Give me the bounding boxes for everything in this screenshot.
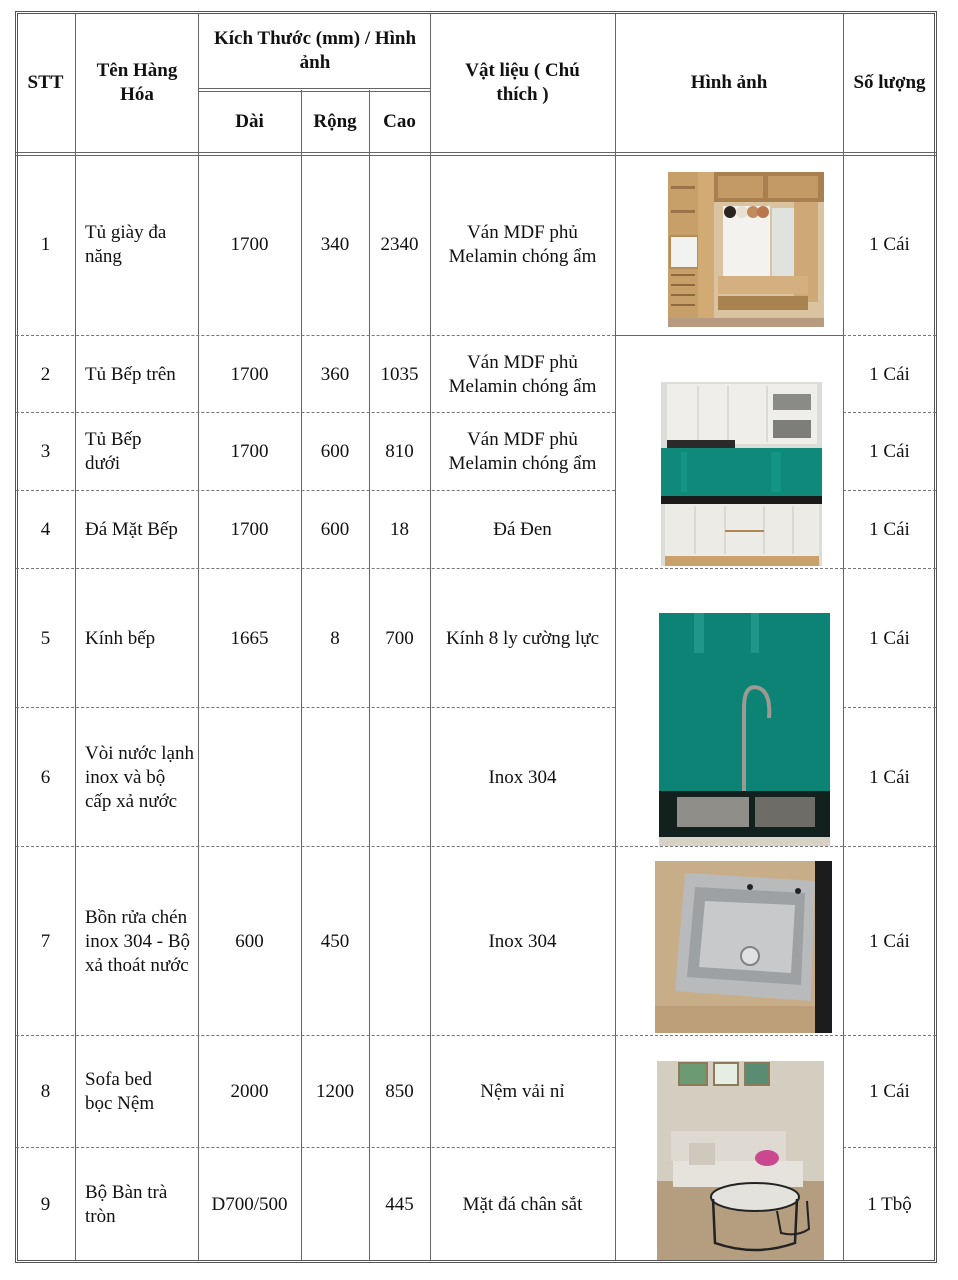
row-8-width: 1200 <box>316 1081 354 1102</box>
row-7-width: 450 <box>320 930 350 952</box>
row-8-quantity: 1 Cái <box>869 1081 910 1102</box>
image-divider <box>615 1035 843 1036</box>
row-divider <box>843 490 936 491</box>
row-6-quantity: 1 Cái <box>869 766 910 788</box>
row-9-quantity: 1 Tbộ <box>867 1194 912 1215</box>
row-2-material: Ván MDF phủ Melamin chóng ẩm <box>448 351 597 397</box>
row-1-length: 1700 <box>230 234 269 255</box>
row-9-width <box>301 1149 369 1261</box>
image-divider <box>615 335 843 336</box>
row-1-material: Ván MDF phủ Melamin chóng ẩm <box>448 222 597 267</box>
header-width: Rộng <box>313 111 357 132</box>
row-7-quantity: 1 Cái <box>869 930 910 952</box>
row-divider <box>16 490 615 491</box>
row-5-material: Kính 8 ly cường lực <box>445 627 600 649</box>
row-6-length <box>198 709 301 846</box>
row-3-length: 1700 <box>230 441 269 462</box>
row-1-quantity: 1 Cái <box>869 234 910 255</box>
row-divider <box>843 568 936 569</box>
row-3-quantity: 1 Cái <box>869 441 910 462</box>
row-4-length: 1700 <box>230 519 269 540</box>
sofa-bed-table-photo <box>657 1061 824 1260</box>
header-stt: STT <box>27 72 64 93</box>
row-8-name: Sofa bed bọc Nệm <box>85 1069 155 1114</box>
row-divider <box>843 707 936 708</box>
row-divider <box>843 846 936 847</box>
header-image: Hình ảnh <box>690 72 768 93</box>
row-5-height: 700 <box>385 627 414 649</box>
row-7-material: Inox 304 <box>488 930 557 952</box>
row-3-material: Ván MDF phủ Melamin chóng ẩm <box>448 429 597 474</box>
row-3-width: 600 <box>320 441 350 462</box>
col-divider <box>430 13 431 1261</box>
glass-backsplash-faucet-photo <box>659 613 830 846</box>
row-divider <box>843 1035 936 1036</box>
row-7-height <box>369 848 430 1035</box>
row-4-quantity: 1 Cái <box>869 519 910 540</box>
row-divider <box>843 335 936 336</box>
row-divider <box>843 412 936 413</box>
row-9-name: Bộ Bàn trà tròn <box>85 1182 168 1227</box>
row-divider <box>16 707 615 708</box>
row-7-stt: 7 <box>40 930 51 952</box>
row-4-name: Đá Mặt Bếp <box>85 519 178 540</box>
row-8-stt: 8 <box>40 1081 51 1102</box>
row-8-length: 2000 <box>230 1081 269 1102</box>
row-3-height: 810 <box>385 441 414 462</box>
row-divider <box>16 846 615 847</box>
header-name: Tên Hàng Hóa <box>96 60 178 105</box>
row-1-width: 340 <box>320 234 350 255</box>
row-divider <box>16 412 615 413</box>
row-4-width: 600 <box>320 519 350 540</box>
row-6-name: Vòi nước lạnh inox và bộ cấp xả nước <box>85 742 194 812</box>
shoe-cabinet-photo <box>668 172 824 327</box>
header-dimensions: Kích Thước (mm) / Hình ảnh <box>213 28 417 73</box>
row-2-width: 360 <box>320 363 350 385</box>
row-6-height <box>369 709 430 846</box>
row-6-material: Inox 304 <box>488 766 557 788</box>
row-9-length: D700/500 <box>211 1194 288 1215</box>
row-divider <box>16 335 615 336</box>
row-8-material: Nệm vải nỉ <box>480 1081 565 1102</box>
row-divider <box>843 1147 936 1148</box>
row-2-height: 1035 <box>380 363 419 385</box>
row-6-stt: 6 <box>40 766 51 788</box>
col-divider <box>615 13 616 1261</box>
row-3-name: Tủ Bếp dưới <box>85 429 142 474</box>
row-2-quantity: 1 Cái <box>869 363 910 385</box>
kitchen-cabinet-photo <box>661 382 822 566</box>
row-1-stt: 1 <box>40 234 51 255</box>
row-5-name: Kính bếp <box>85 627 156 649</box>
row-6-width <box>301 709 369 846</box>
row-5-length: 1665 <box>230 627 269 649</box>
row-5-stt: 5 <box>40 627 51 649</box>
row-5-width: 8 <box>330 627 340 649</box>
row-4-height: 18 <box>390 519 409 540</box>
image-divider <box>615 846 843 847</box>
image-divider <box>615 568 843 569</box>
row-7-name: Bồn rửa chén inox 304 - Bộ xả thoát nước <box>85 906 191 976</box>
row-5-quantity: 1 Cái <box>869 627 910 649</box>
row-7-length: 600 <box>235 930 264 952</box>
header-length: Dài <box>235 111 264 132</box>
header-height: Cao <box>383 111 416 132</box>
row-divider <box>16 1147 615 1148</box>
row-divider <box>16 568 615 569</box>
row-9-material: Mặt đá chân sắt <box>462 1194 583 1215</box>
header-material: Vật liệu ( Chú thích ) <box>465 60 580 105</box>
row-1-name: Tủ giày đa năng <box>85 222 167 267</box>
stainless-sink-photo <box>655 861 832 1033</box>
row-9-height: 445 <box>385 1194 414 1215</box>
row-divider <box>16 1035 615 1036</box>
row-4-material: Đá Đen <box>493 519 552 540</box>
header-quantity: Số lượng <box>853 72 926 93</box>
row-4-stt: 4 <box>40 519 51 540</box>
row-2-name: Tủ Bếp trên <box>85 363 176 385</box>
row-9-stt: 9 <box>40 1194 51 1215</box>
row-8-height: 850 <box>385 1081 414 1102</box>
row-2-length: 1700 <box>230 363 269 385</box>
row-2-stt: 2 <box>40 363 51 385</box>
row-3-stt: 3 <box>40 441 51 462</box>
row-1-height: 2340 <box>380 234 419 255</box>
